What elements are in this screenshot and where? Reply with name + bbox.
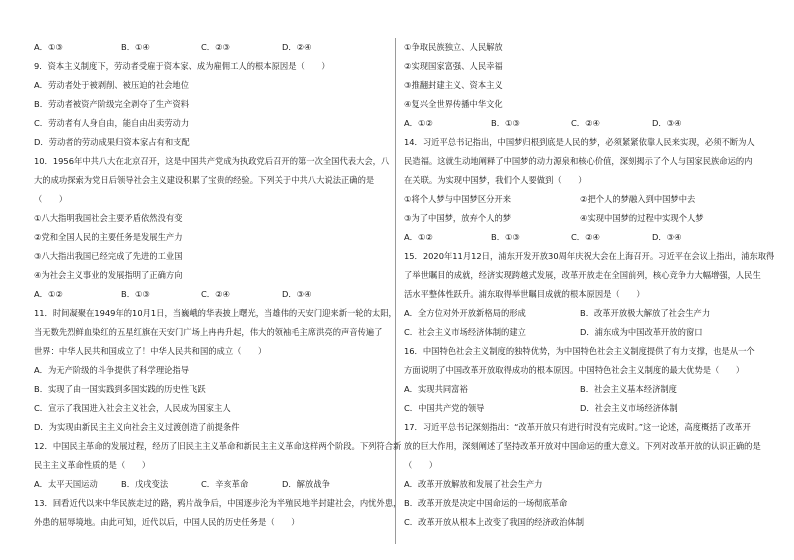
column-divider [395, 38, 396, 544]
question-text-line: 11．时间凝聚在1949年的10月1日，当巍峨的华表披上曙光，当雄伟的天安门迎来新一轮的太阳， [34, 308, 397, 318]
answer-option: A．①② [34, 289, 63, 299]
answer-option: B．戊戌变法 [121, 479, 169, 489]
answer-option: ③为了中国梦，放弃个人的梦 [404, 213, 512, 223]
answer-option: D．浦东成为中国改革开放的窗口 [580, 327, 703, 337]
question-text-line: 世界：中华人民共和国成立了！中华人民共和国的成立（ ） [34, 346, 267, 356]
question-text-line: B．劳动者被资产阶级完全剥夺了生产资料 [34, 99, 190, 109]
answer-option: B．①③ [121, 289, 150, 299]
question-text-line: ②党和全国人民的主要任务是发展生产力 [34, 232, 183, 242]
question-text-line: ②实现国家富强、人民幸福 [404, 61, 503, 71]
question-text-line: ①八大指明我国社会主要矛盾依然没有变 [34, 213, 183, 223]
answer-option: A．实现共同富裕 [404, 384, 468, 394]
question-text-line: 放的巨大作用，深刻阐述了坚持改革开放对中国命运的重大意义。下列对改革开放的认识正确的是 [404, 441, 761, 451]
question-text-line: ③推翻封建主义、资本主义 [404, 80, 503, 90]
question-text-line: 方面说明了中国改革开放取得成功的根本原因。中国特色社会主义制度的最大优势是（ ） [404, 365, 745, 375]
answer-option: D．②④ [282, 42, 312, 52]
question-text-line: 在关联。为实现中国梦，我们个人要做到（ ） [404, 175, 587, 185]
question-text-line: C．改革开放从根本上改变了我国的经济政治体制 [404, 517, 585, 527]
answer-option: A．全方位对外开放新格局的形成 [404, 308, 526, 318]
answer-option: C．②④ [571, 118, 600, 128]
answer-option: A．太平天国运动 [34, 479, 98, 489]
question-text-line: A．劳动者处于被剥削、被压迫的社会地位 [34, 80, 190, 90]
question-text-line: ④复兴全世界传播中华文化 [404, 99, 503, 109]
question-text-line: 17．习近平总书记深刻指出：“改革开放只有进行时没有完成时。”这一论述，高度概括了改革开 [404, 422, 751, 432]
answer-option: A．①③ [34, 42, 63, 52]
answer-option: B．改革开放极大解放了社会生产力 [580, 308, 711, 318]
answer-option: D．③④ [282, 289, 312, 299]
answer-option: A．①② [404, 232, 433, 242]
question-text-line: C．宣示了我国进入社会主义社会，人民成为国家主人 [34, 403, 231, 413]
question-text-line: ④为社会主义事业的发展指明了正确方向 [34, 270, 183, 280]
question-text-line: D．劳动者的劳动成果归资本家占有和支配 [34, 137, 190, 147]
question-text-line: 民造福。这就生动地阐释了中国梦的动力源泉和核心价值，深刻揭示了个人与国家民族命运的内 [404, 156, 753, 166]
question-text-line: （ ） [404, 460, 438, 470]
question-text-line: 大的成功探索为党日后领导社会主义建设积累了宝贵的经验。下列关于中共八大说法正确的是 [34, 175, 375, 185]
question-text-line: ③八大指出我国已经完成了先进的工业国 [34, 251, 183, 261]
answer-option: ①将个人梦与中国梦区分开来 [404, 194, 512, 204]
answer-option: B．①④ [121, 42, 150, 52]
question-text-line: ①争取民族独立、人民解放 [404, 42, 503, 52]
question-text-line: 15．2020年11月12日，浦东开发开放30周年庆祝大会在上海召开。习近平在会议上指出，浦东取得 [404, 251, 775, 261]
answer-option: A．①② [404, 118, 433, 128]
question-text-line: A．为无产阶级的斗争提供了科学理论指导 [34, 365, 190, 375]
question-text-line: B．改革开放是决定中国命运的一场彻底革命 [404, 498, 568, 508]
answer-option: D．社会主义市场经济体制 [580, 403, 678, 413]
answer-option: D．③④ [652, 118, 682, 128]
question-text-line: B．实现了由一国实践到多国实践的历史性飞跃 [34, 384, 206, 394]
question-text-line: 13．回看近代以来中华民族走过的路，鸦片战争后，中国逐步沦为半殖民地半封建社会，内忧外患， [34, 498, 402, 508]
question-text-line: 14．习近平总书记指出，中国梦归根到底是人民的梦，必须紧紧依靠人民来实现，必须不断为人 [404, 137, 755, 147]
answer-option: D．③④ [652, 232, 682, 242]
answer-option: C．②③ [201, 42, 230, 52]
answer-option: C．②④ [571, 232, 600, 242]
answer-option: B．①③ [491, 232, 520, 242]
question-text-line: 12．中国民主革命的发展过程，经历了旧民主主义革命和新民主主义革命这样两个阶段。下列符合新 [34, 441, 402, 451]
question-text-line: D．为实现由新民主主义向社会主义过渡创造了前提条件 [34, 422, 240, 432]
answer-option: C．中国共产党的领导 [404, 403, 485, 413]
question-text-line: C．劳动者有人身自由，能自由出卖劳动力 [34, 118, 190, 128]
answer-option: ④实现中国梦的过程中实现个人梦 [580, 213, 704, 223]
answer-option: B．社会主义基本经济制度 [580, 384, 677, 394]
question-text-line: 10．1956年中共八大在北京召开，这是中国共产党成为执政党后召开的第一次全国代表大会，八 [34, 156, 390, 166]
question-text-line: 9．资本主义制度下，劳动者受雇于资本家、成为雇佣工人的根本原因是（ ） [34, 61, 330, 71]
question-text-line: 活水平整体性跃升。浦东取得举世瞩目成就的根本原因是（ ） [404, 289, 645, 299]
question-text-line: A．改革开放解放和发展了社会生产力 [404, 479, 543, 489]
answer-option: C．社会主义市场经济体制的建立 [404, 327, 526, 337]
question-text-line: 了举世瞩目的成就，经济实现跨越式发展，改革开放走在全国前列，核心竞争力大幅增强，人民生 [404, 270, 761, 280]
question-text-line: 民主主义革命性质的是（ ） [34, 460, 151, 470]
question-text-line: 当无数先烈鲜血染红的五星红旗在天安门广场上冉冉升起，伟大的领袖毛主席洪亮的声音传遍了 [34, 327, 383, 337]
answer-option: D．解放战争 [282, 479, 330, 489]
question-text-line: 16．中国特色社会主义制度的独特优势，为中国特色社会主义制度提供了有力支撑，也是从一个 [404, 346, 755, 356]
question-text-line: （ ） [34, 194, 68, 204]
answer-option: ②把个人的梦融入到中国梦中去 [580, 194, 696, 204]
question-text-line: 外患的屈辱境地。由此可知，近代以后，中国人民的历史任务是（ ） [34, 517, 300, 527]
answer-option: C．②④ [201, 289, 230, 299]
answer-option: C．辛亥革命 [201, 479, 249, 489]
answer-option: B．①③ [491, 118, 520, 128]
